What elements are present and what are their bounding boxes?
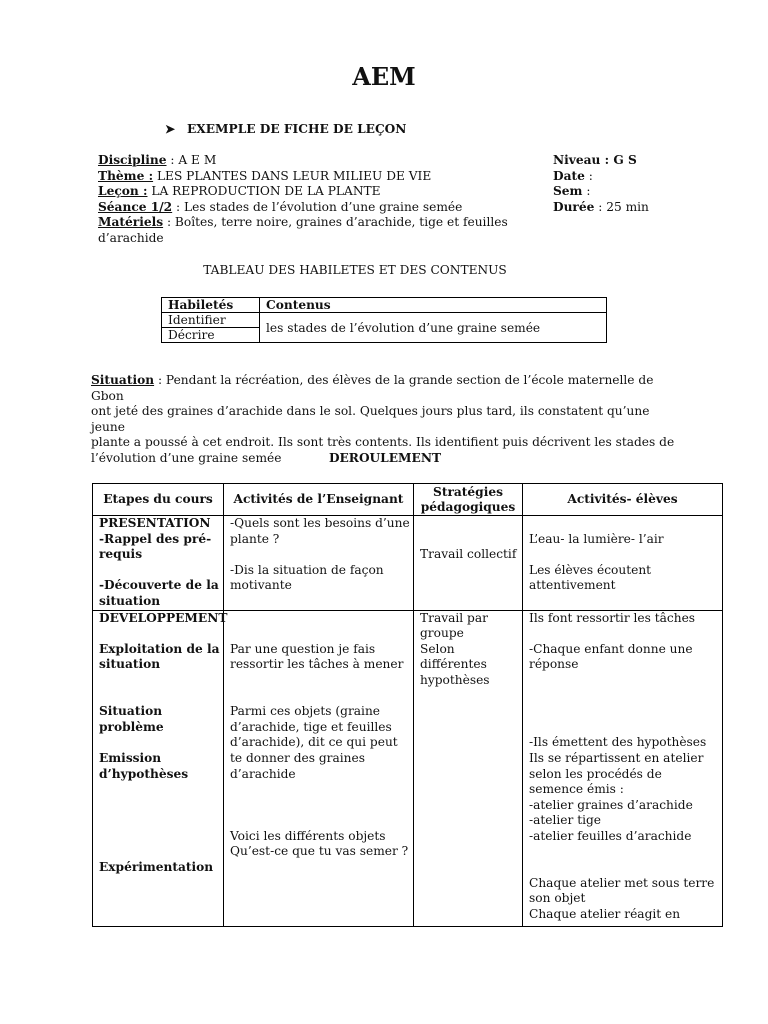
page-title: AEM [352,62,416,91]
theme-label: Thème : [98,168,154,183]
etapes-cell [93,610,228,926]
cell-line: réponse [529,657,579,672]
discipline-value: : A E M [166,153,217,167]
cell-line: -atelier tige [529,813,602,828]
situation-line-4: l’évolution d’une graine semée [91,450,282,465]
situation-text-1: : Pendant la récréation, des élèves de la grande section de l’école maternelle de Gbon [91,373,654,403]
cell-line: Situation [99,704,163,719]
table-header-row [93,484,723,516]
cell-line [99,673,217,689]
cell-line [99,844,217,860]
cell-line [230,611,407,627]
cell-line: Chaque atelier réagit en [529,906,681,921]
seance-label: Séance 1/2 [98,199,173,214]
cell-line: Exploitation de la [99,641,220,656]
date-value: : [584,168,593,183]
cell-line [230,689,407,705]
theme-line [98,169,518,185]
cell-line: -Chaque enfant donne une [529,641,693,656]
habiletes-title: TABLEAU DES HABILETES ET DES CONTENUS [203,263,507,277]
materiels-line [98,215,518,231]
cell-line [230,798,407,814]
cell-line: Ils se répartissent en atelier [529,750,704,765]
cell-line: -Découverte de la [99,578,219,593]
situation-line-1 [91,373,681,404]
cell-line: -Dis la situation de façon [230,562,384,577]
cell-line: Selon [420,641,455,656]
cell-line: selon les procédés de [529,766,662,781]
cell-line [99,798,217,814]
situation-line-3: plante a poussé à cet endroit. Ils sont très contents. Ils identifient puis décrivent les stades de [91,435,675,450]
sem-value: : [582,184,591,199]
eleves-cell [523,610,723,926]
cell-line [529,720,716,736]
cell-line [230,626,407,642]
lesson-meta [553,153,649,215]
cell-line: Travail par [420,610,488,625]
header-strategies: Stratégies pédagogiques [414,484,523,516]
cell-line: Voici les différents objets [230,828,386,843]
cell-line: Travail collectif [420,547,517,562]
lecon-value: LA REPRODUCTION DE LA PLANTE [147,184,381,199]
cell-line [99,813,217,829]
cell-line: groupe [420,626,464,641]
cell-line: d’hypothèses [99,766,189,781]
header-etapes: Etapes du cours [93,484,224,516]
seance-value: : Les stades de l’évolution d’une graine semée [172,199,463,214]
materiels-value: : Boîtes, terre noire, graines d’arachide, tige et feuilles [163,215,508,230]
date-label: Date [553,168,585,183]
lesson-subtitle [165,122,406,138]
cell-line [529,860,716,876]
cell-line [99,626,217,642]
cell-line [529,516,716,532]
deroulement-table [92,483,723,927]
duree-label: Durée [553,199,595,214]
theme-value: LES PLANTES DANS LEUR MILIEU DE VIE [153,168,432,183]
cell-line: attentivement [529,578,616,593]
cell-line: -atelier feuilles d’arachide [529,828,692,843]
niveau: Niveau : G S [553,153,637,167]
cell-line: d’arachide, tige et feuilles [230,719,392,734]
cell-line: -Quels sont les besoins d’une [230,516,410,530]
table-row [93,516,723,611]
cell-line: -Ils émettent des hypothèses [529,735,707,750]
seance-line [98,200,518,216]
cell-line: hypothèses [420,672,490,687]
situation-label: Situation [91,373,155,387]
cell-line [99,735,217,751]
strategies-cell [414,610,523,926]
cell-line: d’arachide [230,766,296,781]
arrow-bullet-icon: ➤ [165,122,176,136]
cell-line: Par une question je fais [230,641,376,656]
cell-line: plante ? [230,531,280,546]
cell-line [529,626,716,642]
contenus-header: Contenus [260,298,607,313]
sem-line [553,184,649,200]
cell-line [420,516,516,532]
cell-line: L’eau- la lumière- l’air [529,531,664,546]
cell-line: ressortir les tâches à mener [230,657,404,672]
cell-line: requis [99,547,143,562]
cell-line [230,813,407,829]
enseignant-cell [224,516,414,611]
cell-line: -Rappel des pré- [99,531,212,546]
cell-line: différentes [420,657,487,672]
cell-line [99,829,217,845]
deroulement-title: DEROULEMENT [328,451,442,465]
cell-line: situation [99,657,161,672]
cell-line: semence émis : [529,782,624,797]
cell-line [529,673,716,689]
habiletes-header: Habiletés [162,298,260,313]
cell-line: Parmi ces objets (graine [230,704,381,719]
header-enseignant: Activités de l’Enseignant [224,484,414,516]
subtitle-text: EXEMPLE DE FICHE DE LEÇON [187,122,407,136]
cell-line [230,547,407,563]
table-row [93,610,723,926]
lecon-label: Leçon : [98,184,148,199]
lesson-info [98,153,518,247]
cell-line [230,673,407,689]
sem-label: Sem [553,184,583,199]
cell-line: son objet [529,891,586,906]
cell-line: problème [99,719,164,734]
discipline-label: Discipline [98,153,167,167]
cell-line: d’arachide), dit ce qui peut [230,735,398,750]
materiels-label: Matériels [98,215,164,230]
cell-line [529,704,716,720]
date-line [553,169,649,185]
cell-line [99,689,217,705]
eleves-cell [523,516,723,611]
materiels-line-2: d’arachide [98,230,164,245]
cell-line: Chaque atelier met sous terre [529,875,715,890]
cell-line [529,689,716,705]
cell-line [420,532,516,548]
cell-line [99,782,217,798]
cell-line: Les élèves écoutent [529,562,652,577]
cell-line: Ils font ressortir les tâches [529,610,696,625]
situation-line-2: ont jeté des graines d’arachide dans le sol. Quelques jours plus tard, ils constatent qu’une jeune [91,404,650,434]
contenu-cell: les stades de l’évolution d’une graine semée [260,313,607,343]
cell-line [529,844,716,860]
lecon-line [98,184,518,200]
cell-line [529,547,716,563]
cell-line [230,782,407,798]
cell-line: situation [99,593,161,608]
cell-line: Qu’est-ce que tu vas semer ? [230,844,409,859]
strategies-cell [414,516,523,611]
cell-line [99,563,217,579]
habilete-identifier: Identifier [162,313,260,328]
cell-line: -atelier graines d’arachide [529,797,693,812]
duree-value: : 25 min [594,199,649,214]
header-eleves: Activités- élèves [523,484,723,516]
discipline-line [98,153,518,169]
etapes-cell [93,516,224,611]
cell-line: Emission [99,750,162,765]
duree-line [553,200,649,216]
cell-line: te donner des graines [230,750,365,765]
cell-line: DEVELOPPEMENT [99,610,228,625]
cell-line: Expérimentation [99,860,214,875]
cell-line: PRESENTATION [99,516,211,530]
habilete-decrire: Décrire [162,328,260,343]
enseignant-cell [224,610,414,926]
cell-line: motivante [230,578,292,593]
habiletes-table [161,297,607,343]
